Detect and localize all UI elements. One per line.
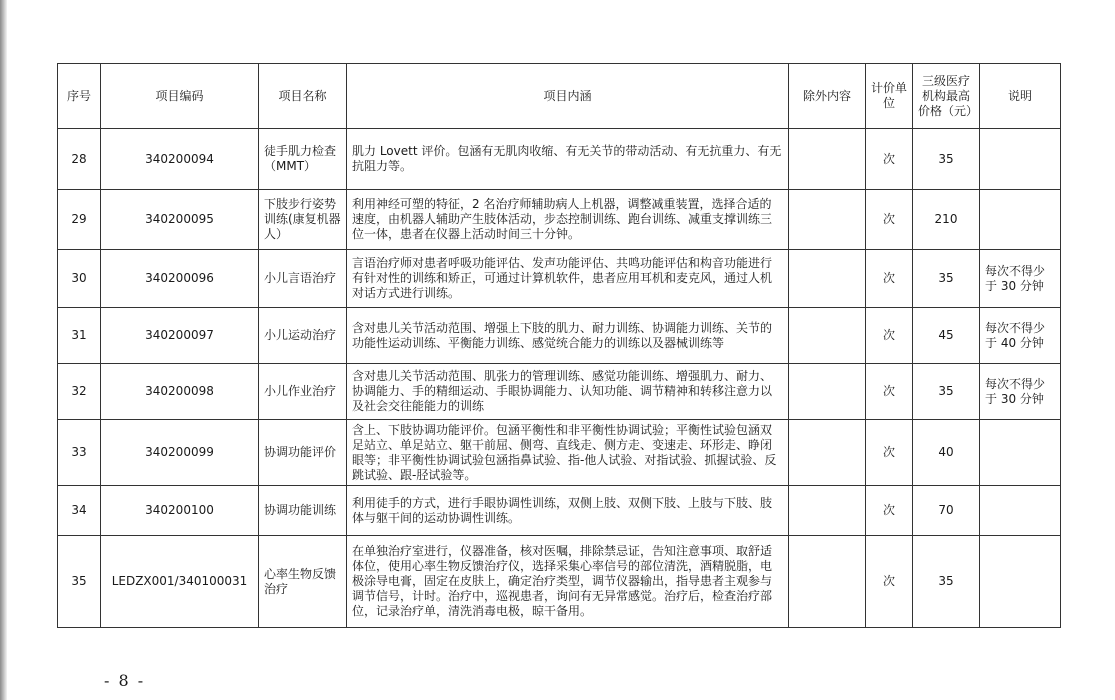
cell-unit: 次 bbox=[866, 250, 913, 308]
cell-unit: 次 bbox=[866, 129, 913, 190]
cell-content: 含对患儿关节活动范围、增强上下肢的肌力、耐力训练、协调能力训练、关节的功能性运动训练、平衡能力训练、感觉统合能力的训练以及器械训练等 bbox=[347, 308, 789, 364]
price-table bbox=[57, 63, 1061, 628]
cell-content: 利用神经可塑的特征，2 名治疗师辅助病人上机器，调整减重装置，选择合适的速度，由机器人辅助产生肢体活动，步态控制训练、跑台训练、减重支撑训练三位一体，患者在仪器上活动时间三十分钟。 bbox=[347, 190, 789, 250]
table-row bbox=[58, 364, 1061, 420]
table-row bbox=[58, 536, 1061, 628]
cell-seq: 30 bbox=[58, 250, 101, 308]
cell-seq: 28 bbox=[58, 129, 101, 190]
cell-content: 含对患儿关节活动范围、肌张力的管理训练、感觉功能训练、增强肌力、耐力、协调能力、手的精细运动、手眼协调能力、认知功能、调节精神和转移注意力以及社会交往能能力的训练 bbox=[347, 364, 789, 420]
cell-seq: 32 bbox=[58, 364, 101, 420]
cell-seq: 31 bbox=[58, 308, 101, 364]
header-unit: 计价单位 bbox=[866, 64, 913, 129]
cell-excluded bbox=[789, 420, 866, 486]
cell-unit: 次 bbox=[866, 536, 913, 628]
cell-code: 340200094 bbox=[101, 129, 259, 190]
document-sheet bbox=[57, 63, 1060, 628]
header-price: 三级医疗机构最高价格（元） bbox=[913, 64, 980, 129]
cell-note bbox=[980, 536, 1061, 628]
header-name: 项目名称 bbox=[259, 64, 347, 129]
table-row bbox=[58, 486, 1061, 536]
cell-content: 含上、下肢协调功能评价。包涵平衡性和非平衡性协调试验；平衡性试验包涵双足站立、单足站立、躯干前屈、侧弯、直线走、侧方走、变速走、环形走、睁闭眼等；非平衡性协调试验包涵指鼻试验、指-他人试验、对指试验、抓握试验、反跳试验、跟-胫试验等。 bbox=[347, 420, 789, 486]
page-number: - 8 - bbox=[104, 671, 146, 690]
cell-seq: 34 bbox=[58, 486, 101, 536]
cell-name: 小儿运动治疗 bbox=[259, 308, 347, 364]
cell-price: 40 bbox=[913, 420, 980, 486]
cell-price: 35 bbox=[913, 250, 980, 308]
cell-price: 70 bbox=[913, 486, 980, 536]
table-header-row bbox=[58, 64, 1061, 129]
cell-unit: 次 bbox=[866, 308, 913, 364]
cell-name: 小儿言语治疗 bbox=[259, 250, 347, 308]
cell-name: 徒手肌力检查（MMT） bbox=[259, 129, 347, 190]
cell-unit: 次 bbox=[866, 364, 913, 420]
cell-note: 每次不得少于 30 分钟 bbox=[980, 364, 1061, 420]
cell-code: LEDZX001/340100031 bbox=[101, 536, 259, 628]
cell-price: 35 bbox=[913, 536, 980, 628]
cell-excluded bbox=[789, 308, 866, 364]
cell-code: 340200097 bbox=[101, 308, 259, 364]
cell-note bbox=[980, 129, 1061, 190]
cell-note bbox=[980, 420, 1061, 486]
cell-name: 心率生物反馈治疗 bbox=[259, 536, 347, 628]
cell-excluded bbox=[789, 536, 866, 628]
header-excluded: 除外内容 bbox=[789, 64, 866, 129]
cell-excluded bbox=[789, 364, 866, 420]
cell-code: 340200099 bbox=[101, 420, 259, 486]
table-row bbox=[58, 250, 1061, 308]
cell-code: 340200098 bbox=[101, 364, 259, 420]
cell-seq: 29 bbox=[58, 190, 101, 250]
scan-edge-shadow bbox=[0, 0, 7, 700]
cell-code: 340200096 bbox=[101, 250, 259, 308]
cell-excluded bbox=[789, 250, 866, 308]
cell-unit: 次 bbox=[866, 190, 913, 250]
cell-price: 45 bbox=[913, 308, 980, 364]
cell-seq: 35 bbox=[58, 536, 101, 628]
cell-content: 利用徒手的方式，进行手眼协调性训练，双侧上肢、双侧下肢、上肢与下肢、肢体与躯干间的运动协调性训练。 bbox=[347, 486, 789, 536]
cell-unit: 次 bbox=[866, 486, 913, 536]
header-content: 项目内涵 bbox=[347, 64, 789, 129]
header-note: 说明 bbox=[980, 64, 1061, 129]
cell-name: 协调功能训练 bbox=[259, 486, 347, 536]
cell-excluded bbox=[789, 129, 866, 190]
cell-note bbox=[980, 486, 1061, 536]
cell-excluded bbox=[789, 190, 866, 250]
cell-content: 肌力 Lovett 评价。包涵有无肌肉收缩、有无关节的带动活动、有无抗重力、有无抗阻力等。 bbox=[347, 129, 789, 190]
table-row bbox=[58, 420, 1061, 486]
cell-price: 35 bbox=[913, 129, 980, 190]
cell-name: 下肢步行姿势训练(康复机器人） bbox=[259, 190, 347, 250]
table-row bbox=[58, 129, 1061, 190]
header-seq: 序号 bbox=[58, 64, 101, 129]
cell-note bbox=[980, 190, 1061, 250]
cell-code: 340200095 bbox=[101, 190, 259, 250]
cell-unit: 次 bbox=[866, 420, 913, 486]
cell-price: 210 bbox=[913, 190, 980, 250]
cell-note: 每次不得少于 30 分钟 bbox=[980, 250, 1061, 308]
header-code: 项目编码 bbox=[101, 64, 259, 129]
cell-excluded bbox=[789, 486, 866, 536]
cell-note: 每次不得少于 40 分钟 bbox=[980, 308, 1061, 364]
cell-content: 言语治疗师对患者呼吸功能评估、发声功能评估、共鸣功能评估和构音功能进行有针对性的训练和矫正，可通过计算机软件，患者应用耳机和麦克风，通过人机对话方式进行训练。 bbox=[347, 250, 789, 308]
cell-price: 35 bbox=[913, 364, 980, 420]
cell-name: 小儿作业治疗 bbox=[259, 364, 347, 420]
cell-name: 协调功能评价 bbox=[259, 420, 347, 486]
table-row bbox=[58, 308, 1061, 364]
cell-seq: 33 bbox=[58, 420, 101, 486]
table-row bbox=[58, 190, 1061, 250]
cell-content: 在单独治疗室进行，仪器准备，核对医嘱，排除禁忌证，告知注意事项、取舒适体位，使用心率生物反馈治疗仪，选择采集心率信号的部位清洗，酒精脱脂，电极涂导电膏，固定在皮肤上，确定治疗类型，调节仪器输出，指导患者主观参与调节信号，计时。治疗中，巡视患者，询问有无异常感觉。治疗后，检查治疗部位，记录治疗单，清洗消毒电极，晾干备用。 bbox=[347, 536, 789, 628]
cell-code: 340200100 bbox=[101, 486, 259, 536]
